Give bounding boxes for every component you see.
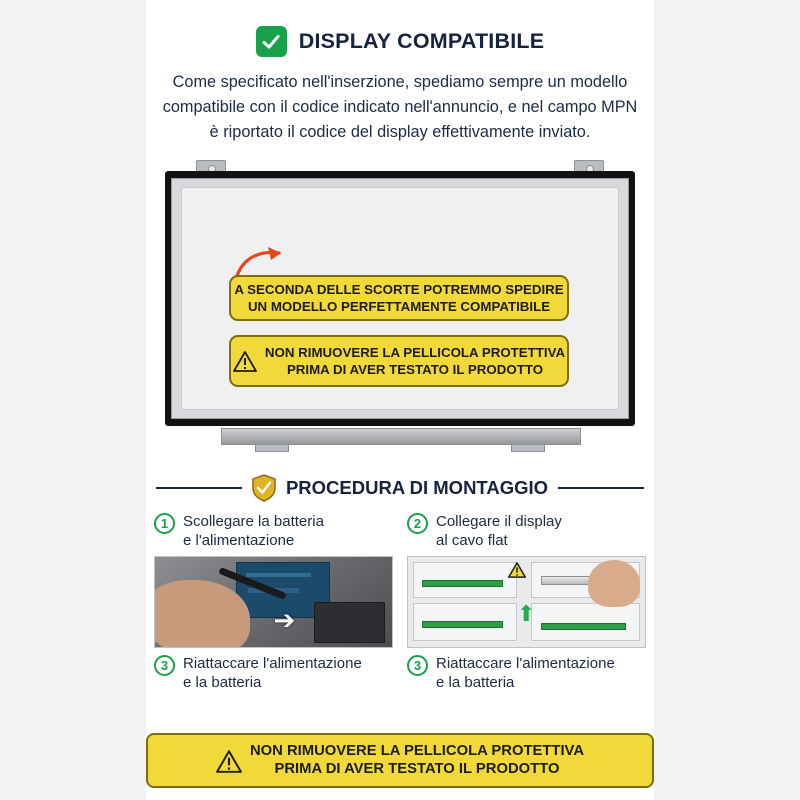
header <box>146 0 654 57</box>
display-illustration <box>155 160 645 460</box>
content-column <box>146 0 654 800</box>
footer-line2: PRIMA DI AVER TESTATO IL PRODOTTO <box>274 761 560 778</box>
panel-bottom-strip <box>221 428 581 445</box>
step-column-2 <box>407 512 646 697</box>
step-label <box>436 512 562 550</box>
bottom-tab-left <box>255 444 289 452</box>
stock-notice-box <box>229 275 569 321</box>
step-line2: al cavo flat <box>436 532 508 550</box>
film-notice-line2: PRIMA DI AVER TESTATO IL PRODOTTO <box>286 362 544 378</box>
step-number-badge: 3 <box>154 655 175 676</box>
step-label <box>183 654 362 692</box>
connector-green-3 <box>541 623 626 630</box>
left-rail <box>0 0 146 800</box>
warning-triangle-icon <box>508 562 526 583</box>
film-notice-line1: NON RIMUOVERE LA PELLICOLA PROTETTIVA <box>264 345 566 361</box>
step-3-left <box>154 654 393 692</box>
step-label <box>436 654 615 692</box>
step-line2: e la batteria <box>436 673 515 691</box>
footer-line1: NON RIMUOVERE LA PELLICOLA PROTETTIVA <box>249 742 585 759</box>
step-line1: Riattaccare l'alimentazione <box>183 654 362 672</box>
finger-shape <box>588 560 640 607</box>
battery-shape <box>314 602 385 643</box>
stock-notice-line1: A SECONDA DELLE SCORTE POTREMMO SPEDIRE <box>234 282 564 298</box>
step-number-badge: 3 <box>407 655 428 676</box>
shield-icon <box>252 474 276 502</box>
stock-notice-line2: UN MODELLO PERFETTAMENTE COMPATIBILE <box>247 299 551 315</box>
film-notice-box <box>229 335 569 387</box>
steps-grid <box>154 512 646 697</box>
flat-cable-connector-photo <box>407 556 646 648</box>
step-line2: e l'alimentazione <box>183 532 295 550</box>
step-line1: Riattaccare l'alimentazione <box>436 654 615 672</box>
step-number-badge: 2 <box>407 513 428 534</box>
connector-green-1 <box>422 580 503 587</box>
laptop-internals-photo <box>154 556 393 648</box>
page-title: DISPLAY COMPATIBILE <box>298 29 545 53</box>
connector-green-2 <box>422 621 503 628</box>
step-3-right <box>407 654 646 692</box>
right-arrow-icon: ➔ <box>273 605 296 636</box>
rule-left <box>156 487 242 489</box>
right-rail <box>654 0 800 800</box>
step-label <box>183 512 324 550</box>
step-line1: Collegare il display <box>436 513 562 531</box>
check-icon <box>256 26 287 57</box>
step-1 <box>154 512 393 550</box>
up-arrow-icon: ⬆ <box>517 601 536 627</box>
step-line1: Scollegare la batteria <box>183 513 324 531</box>
warning-triangle-icon <box>233 351 257 372</box>
footer-warning-banner <box>146 733 654 788</box>
bottom-tab-right <box>511 444 545 452</box>
procedure-title: PROCEDURA DI MONTAGGIO <box>285 477 549 499</box>
intro-paragraph: Come specificato nell'inserzione, spediamo sempre un modello compatibile con il codice indicato nell'annuncio, e nel campo MPN è riportato il codice del display effettivamente inviato. <box>162 73 638 141</box>
footer-text <box>250 742 584 779</box>
step-line2: e la batteria <box>183 673 262 691</box>
rule-right <box>558 487 644 489</box>
warning-triangle-icon <box>216 750 240 771</box>
procedure-header <box>156 474 644 502</box>
step-column-1 <box>154 512 393 697</box>
step-number-badge: 1 <box>154 513 175 534</box>
step-2 <box>407 512 646 550</box>
